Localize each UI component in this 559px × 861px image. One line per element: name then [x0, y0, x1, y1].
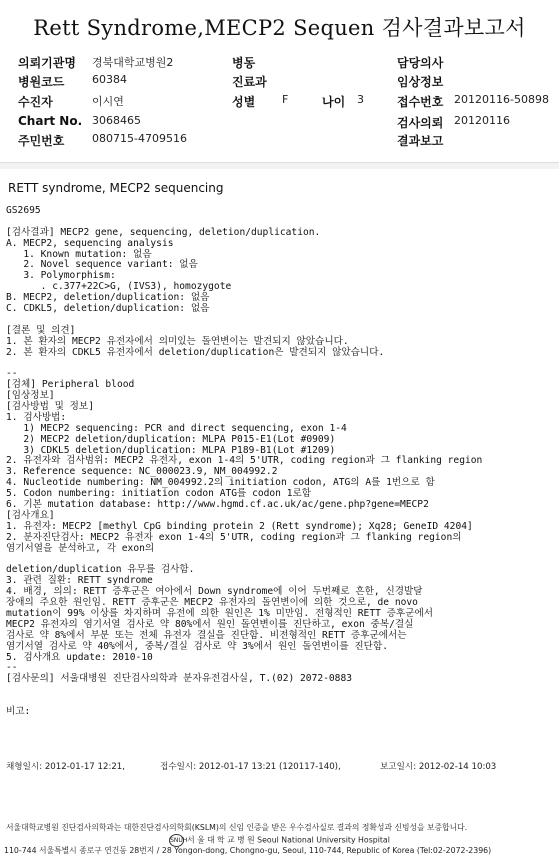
patient-info-header [0, 52, 559, 152]
report-line: 염기서열을 분석하고, 각 exon의 [6, 542, 155, 554]
report-line [6, 358, 556, 369]
header-row-chart [0, 114, 559, 133]
age-value: 3 [357, 93, 364, 106]
report-line: GS2695 [6, 205, 41, 216]
report-line: 1. 본 환자의 MECP2 유전자에서 의미있는 돌연변이는 발견되지 않았습니다. [6, 335, 349, 347]
report-line: 5. 검사개요 update: 2010-10 [6, 651, 153, 663]
hospital-code-value: 60384 [92, 73, 127, 86]
report-line: 3) CDKL5 deletion/duplication: MLPA P189-B1(Lot #1209) [6, 444, 336, 456]
receipt-number-value: 20120116-50898 [454, 93, 549, 106]
certification-footer: 서울대학교병원 진단검사의학과는 대한진단검사의학회(KSLM)의 신임 인증을 받은 우수검사실로 결과의 정확성과 신빙성을 보증합니다. [6, 823, 468, 832]
report-line: -- [6, 368, 18, 380]
age-label: 나이 [322, 95, 346, 109]
report-line: 1. 유전자: MECP2 [methyl CpG binding protein 2 (Rett syndrome); Xq28; GeneID 4204] [6, 520, 473, 532]
report-line [6, 685, 556, 696]
receipt-date-line: 접수일시: 2012-01-17 13:21 (120117-140), [160, 762, 341, 772]
report-date-line: 채형일시: 2012-01-17 12:21, [6, 762, 126, 772]
report-line: 4. 배경, 의의: RETT 증후군은 여아에서 Down syndrome에 이어 두번째로 흔한, 신경발달 [6, 586, 423, 598]
report-line: [검체] Peripheral blood [6, 379, 135, 391]
report-line: . c.377+22C>G, (IVS3), homozygote [6, 281, 232, 293]
report-line: 2. 유전자와 검사범위: MECP2 유전자, exon 1-4의 5'UTR, coding region과 그 flanking region [6, 455, 483, 467]
report-line: 2) MECP2 deletion/duplication: MLPA P015-E1(Lot #0909) [6, 433, 336, 445]
patient-name-value: 이시연 [92, 95, 124, 108]
report-line: 2. 분자진단검사: MECP2 유전자 exon 1-4의 5'UTR, coding region과 그 flanking region의 [6, 531, 462, 543]
sex-label: 성별 [232, 95, 256, 109]
report-line: 4. Nucleotide numbering: NM_004992.2의 initiation codon, ATG의 A를 1번으로 함 [6, 477, 435, 489]
report-line: 1) MECP2 sequencing: PCR and direct sequencing, exon 1-4 [6, 422, 347, 434]
report-line: [검사방법 및 정보] [6, 401, 94, 413]
patient-label: 수진자 [18, 95, 53, 109]
report-line: 비고: [6, 705, 31, 717]
header-row-hospital-code [0, 73, 559, 92]
request-date-label: 검사의뢰 [397, 116, 444, 130]
institution-label: 의뢰기관명 [18, 56, 76, 70]
report-line: 3. Reference sequence: NC_000023.9, NM_004992.2 [6, 466, 278, 478]
report-line: A. MECP2, sequencing analysis [6, 237, 174, 249]
header-row-resident-id [0, 132, 559, 151]
header-row-institution [0, 54, 559, 73]
report-line: C. CDKL5, deletion/duplication: 없음 [6, 303, 210, 315]
report-line: 6. 기본 mutation database: http://www.hgmd.cf.ac.uk/ac/gene.php?gene=MECP2 [6, 499, 429, 511]
clinical-info-label: 임상정보 [397, 75, 444, 89]
report-line: [검사문의] 서울대병원 진단검사의학과 분자유전검사실, T.(02) 2072-0883 [6, 673, 352, 685]
section-divider [0, 162, 559, 169]
report-body [6, 206, 556, 718]
request-date-value: 20120116 [454, 114, 510, 127]
chart-no-label: Chart No. [18, 114, 83, 128]
report-line [6, 696, 556, 707]
report-line: 5. Codon numbering: initiation codon ATG를 codon 1로함 [6, 488, 312, 500]
report-line: 2. Novel sequence variant: 없음 [6, 259, 198, 271]
resident-id-label: 주민번호 [18, 134, 65, 148]
resident-id-value: 080715-4709516 [92, 132, 187, 145]
hospital-code-label: 병원코드 [18, 75, 65, 89]
report-line: [임상정보] [6, 390, 55, 402]
report-line [6, 315, 556, 326]
ward-label: 병동 [232, 56, 256, 70]
report-title-heading: Rett Syndrome,MECP2 Sequen 검사결과보고서 [33, 16, 526, 40]
report-line: 3. Polymorphism: [6, 270, 116, 282]
receipt-number-label: 접수번호 [397, 95, 444, 109]
report-line: [결론 및 의견] [6, 324, 76, 336]
doctor-label: 담당의사 [397, 56, 444, 70]
report-line: 염기서열 검사로 약 40%에서, 중복/결실 검사로 약 3%에서 원인 돌연변이를 진단함. [6, 640, 388, 652]
institution-value: 경북대학교병원2 [92, 56, 174, 69]
report-line: 1. 검사방법: [6, 411, 67, 423]
report-line: mutation이 99% 이상를 차지하며 유전에 의한 원인은 1% 미만임. 전형적인 RETT 증후군에서 [6, 607, 433, 619]
report-line: 1. Known mutation: 없음 [6, 248, 152, 260]
department-label: 진료과 [232, 75, 267, 89]
hospital-logo-icon: SNUH [169, 834, 184, 847]
report-line: [검사개요] [6, 509, 55, 521]
sex-value: F [282, 93, 289, 106]
report-line: 검사로 약 8%에서 부분 또는 전체 유전자 결실을 진단함. 비전형적인 RETT 증후군에서는 [6, 629, 407, 641]
hospital-name-text: 서 울 대 학 교 병 원 Seoul National University Hospital [187, 835, 390, 845]
report-line: -- [6, 662, 18, 674]
report-line: MECP2 유전자의 염기서열 검사로 약 80%에서 원인 돌연변이를 진단하고, exon 중복/결실 [6, 618, 414, 630]
report-line: deletion/duplication 유무를 검사함. [6, 564, 195, 576]
report-line: B. MECP2, deletion/duplication: 없음 [6, 292, 210, 304]
report-sent-line: 보고일시: 2012-02-14 10:03 [380, 762, 497, 772]
address-footer: 110-744 서울특별시 종로구 연건동 28번지 / 28 Yongon-dong, Chongno-gu, Seoul, 110-744, Republic of Korea (Tel:02-2072-2396) [4, 846, 492, 855]
report-line: [검사결과] MECP2 gene, sequencing, deletion/duplication. [6, 226, 321, 238]
report-line: 장애의 주요한 원인임. RETT 증후군은 MECP2 유전자의 돌연변이에 의한 것으로, de novo [6, 597, 418, 609]
report-section-title: RETT syndrome, MECP2 sequencing [8, 181, 224, 195]
header-row-patient [0, 93, 559, 112]
report-line: 2. 본 환자의 CDKL5 유전자에서 deletion/duplication은 발견되지 않았습니다. [6, 346, 385, 358]
chart-no-value: 3068465 [92, 114, 141, 127]
result-report-label: 결과보고 [397, 134, 444, 148]
report-line: 3. 관련 질환: RETT syndrome [6, 575, 153, 587]
